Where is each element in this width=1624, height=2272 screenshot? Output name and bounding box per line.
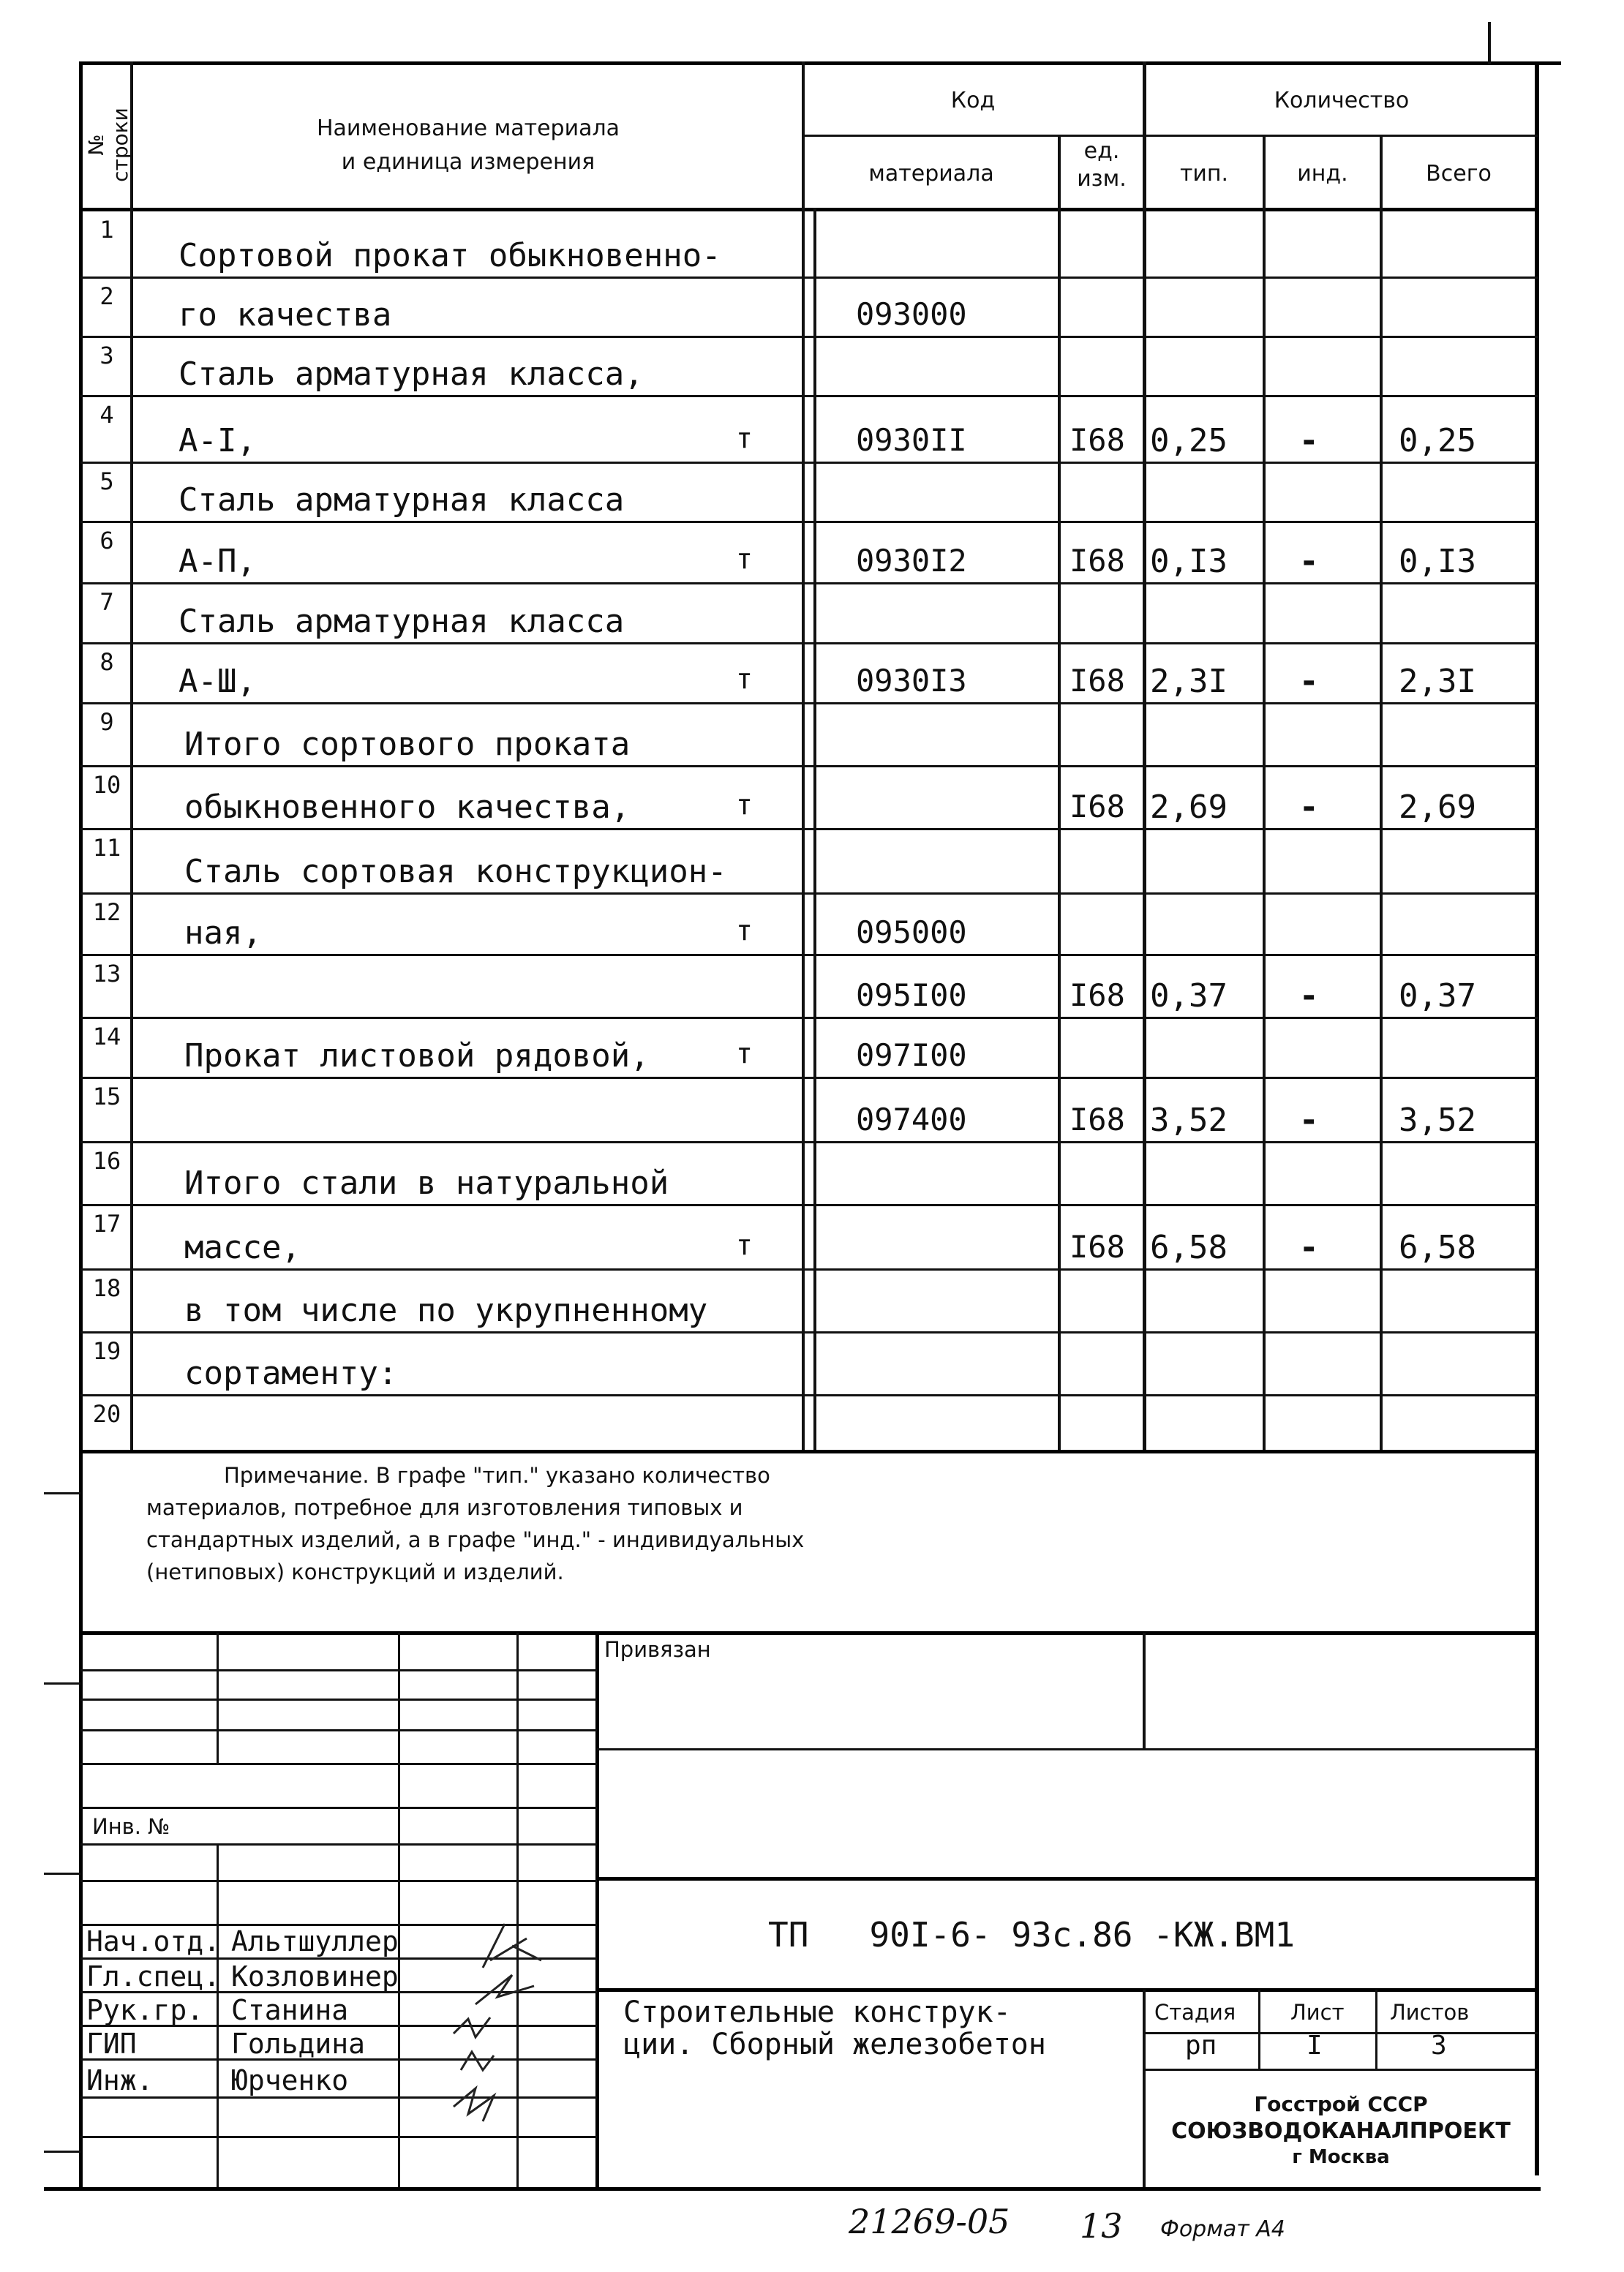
header-qty-total: Всего: [1426, 161, 1492, 187]
unit-code: I68: [1069, 663, 1125, 699]
document-code: ТП 90I-6- 93с.86 -КЖ.ВМ1: [768, 1915, 1296, 1955]
organization-city: г Москва: [1292, 2146, 1390, 2168]
note-line3: стандартных изделий, а в графе "инд." - индивидуальных: [146, 1527, 805, 1552]
row-number: 6: [99, 527, 114, 554]
material-name: сортаменту:: [184, 1355, 398, 1392]
quantity-typical: 3,52: [1150, 1102, 1228, 1139]
material-name: ная,: [184, 914, 262, 952]
material-name: обыкновенного качества,: [184, 789, 631, 826]
row-separator: [80, 1204, 1538, 1206]
staff-role: ГИП: [86, 2028, 137, 2060]
row-separator: [80, 1077, 1538, 1079]
row-separator: [80, 1268, 1538, 1271]
row-number: 10: [92, 771, 121, 799]
sheets-label: Листов: [1390, 2000, 1470, 2025]
note-line2: материалов, потребное для изготовления типовых и: [146, 1495, 743, 1520]
quantity-total: 0,I3: [1399, 543, 1476, 580]
quantity-typical: 0,25: [1150, 422, 1228, 459]
unit-code: I68: [1069, 977, 1125, 1013]
row-number: 1: [99, 216, 114, 244]
row-number: 3: [99, 342, 114, 369]
row-number: 11: [92, 834, 121, 862]
quantity-individual: -: [1299, 1102, 1319, 1139]
staff-name: Юрченко: [231, 2064, 349, 2096]
unit-code: I68: [1069, 422, 1125, 458]
row-number: 13: [92, 960, 121, 988]
unit-code: I68: [1069, 789, 1125, 824]
material-name: А-П,: [178, 543, 256, 580]
quantity-typical: 2,69: [1150, 789, 1228, 826]
row-separator: [80, 642, 1538, 644]
unit-label: т: [736, 1229, 753, 1261]
row-number: 17: [92, 1210, 121, 1238]
row-number: 7: [99, 588, 114, 616]
row-number: 18: [92, 1274, 121, 1302]
row-separator: [80, 828, 1538, 830]
unit-code: I68: [1069, 1102, 1125, 1137]
material-name: А-I,: [178, 422, 256, 459]
row-separator: [80, 1141, 1538, 1143]
material-code: 095I00: [856, 977, 967, 1013]
row-separator: [80, 702, 1538, 704]
unit-label: т: [736, 1037, 753, 1069]
row-number: 4: [99, 401, 114, 429]
material-code: 0930II: [856, 422, 967, 458]
quantity-individual: -: [1299, 663, 1319, 700]
material-code: 095000: [856, 914, 967, 950]
quantity-total: 6,58: [1399, 1229, 1476, 1266]
unit-label: т: [736, 663, 753, 695]
row-number: 8: [99, 648, 114, 676]
quantity-total: 2,3I: [1399, 663, 1476, 700]
row-number: 5: [99, 467, 114, 495]
row-separator: [80, 954, 1538, 956]
row-number: 9: [99, 708, 114, 736]
drawing-title-line1: Строительные конструк-: [623, 1995, 1011, 2029]
unit-label: т: [736, 543, 753, 575]
row-number: 19: [92, 1337, 121, 1365]
material-name: Прокат листовой рядовой,: [184, 1037, 650, 1075]
material-code: 093000: [856, 296, 967, 332]
header-code: Код: [950, 88, 996, 113]
stage-label: Стадия: [1154, 2000, 1236, 2025]
header-name-line2: и единица измерения: [341, 149, 595, 175]
material-name: Итого стали в натуральной: [184, 1165, 669, 1202]
quantity-typical: 6,58: [1150, 1229, 1228, 1266]
row-separator: [80, 1331, 1538, 1334]
material-name: Сталь сортовая конструкцион-: [184, 853, 727, 890]
organization-name: СОЮЗВОДОКАНАЛПРОЕКТ: [1171, 2118, 1511, 2144]
note-line4: (нетиповых) конструкций и изделий.: [146, 1560, 564, 1584]
header-qty-typ: тип.: [1179, 161, 1229, 187]
format-label: Формат А4: [1160, 2216, 1285, 2242]
material-name: Сталь арматурная класса: [178, 481, 625, 519]
row-separator: [80, 277, 1538, 279]
material-code: 097400: [856, 1102, 967, 1137]
unit-code: I68: [1069, 543, 1125, 579]
quantity-individual: -: [1299, 1229, 1319, 1266]
signature-scribbles: [439, 1916, 585, 2180]
staff-role: Нач.отд.: [86, 1925, 221, 1957]
row-number: 12: [92, 898, 121, 926]
staff-role: Инж.: [86, 2064, 154, 2096]
staff-name: Альтшуллер: [231, 1925, 399, 1957]
quantity-total: 2,69: [1399, 789, 1476, 826]
row-separator: [80, 1394, 1538, 1396]
material-code: 0930I2: [856, 543, 967, 579]
quantity-total: 3,52: [1399, 1102, 1476, 1139]
header-code-unit: ед. изм.: [1077, 138, 1127, 192]
stage-value: рп: [1185, 2031, 1217, 2061]
quantity-typical: 0,37: [1150, 977, 1228, 1015]
staff-role: Гл.спец.: [86, 1960, 221, 1993]
row-separator: [80, 892, 1538, 895]
material-name: Итого сортового проката: [184, 726, 631, 763]
header-qty-ind: инд.: [1297, 161, 1348, 187]
sheets-value: 3: [1431, 2031, 1447, 2061]
material-name: Сортовой прокат обыкновенно-: [178, 237, 721, 274]
quantity-total: 0,37: [1399, 977, 1476, 1015]
row-separator: [80, 336, 1538, 338]
sheet-value: I: [1307, 2031, 1323, 2061]
material-code: 0930I3: [856, 663, 967, 699]
material-name: Сталь арматурная класса,: [178, 356, 644, 393]
quantity-typical: 2,3I: [1150, 663, 1228, 700]
sheet-label: Лист: [1290, 2000, 1345, 2025]
row-number: 14: [92, 1023, 121, 1050]
row-number: 16: [92, 1147, 121, 1175]
row-number: 15: [92, 1083, 121, 1110]
drawing-title-line2: ции. Сборный железобетон: [623, 2028, 1046, 2061]
privyazan-label: Привязан: [604, 1637, 711, 1662]
unit-label: т: [736, 914, 753, 947]
staff-name: Козловинер: [231, 1960, 399, 1993]
material-name: в том числе по укрупненному: [184, 1292, 708, 1329]
material-name: А-Ш,: [178, 663, 256, 700]
header-code-material: материала: [868, 161, 994, 187]
material-name: массе,: [184, 1229, 301, 1266]
staff-role: Рук.гр.: [86, 1994, 204, 2026]
unit-code: I68: [1069, 1229, 1125, 1265]
inventory-number-label: Инв. №: [92, 1814, 170, 1839]
material-name: го качества: [178, 296, 392, 334]
quantity-typical: 0,I3: [1150, 543, 1228, 580]
organization-ministry: Госстрой СССР: [1254, 2092, 1428, 2116]
row-separator: [80, 462, 1538, 464]
header-name-line1: Наименование материала: [316, 116, 620, 141]
header-quantity: Количество: [1274, 88, 1410, 113]
unit-label: т: [736, 789, 753, 821]
material-code: 097I00: [856, 1037, 967, 1073]
page-number: 13: [1080, 2206, 1123, 2246]
material-name: Сталь арматурная класса: [178, 603, 625, 640]
unit-label: т: [736, 422, 753, 454]
quantity-individual: -: [1299, 789, 1319, 826]
row-separator: [80, 582, 1538, 584]
note-line1: Примечание. В графе "тип." указано количество: [224, 1463, 770, 1488]
row-separator: [80, 765, 1538, 767]
row-number: 20: [92, 1400, 121, 1428]
row-separator: [80, 521, 1538, 523]
quantity-total: 0,25: [1399, 422, 1476, 459]
header-row-number: № строки: [84, 108, 132, 182]
staff-name: Гольдина: [231, 2028, 366, 2060]
quantity-individual: -: [1299, 977, 1319, 1015]
archive-number: 21269-05: [849, 2202, 1010, 2241]
row-separator: [80, 1017, 1538, 1019]
staff-name: Станина: [231, 1994, 349, 2026]
quantity-individual: -: [1299, 422, 1319, 459]
row-separator: [80, 395, 1538, 397]
row-number: 2: [99, 282, 114, 310]
quantity-individual: -: [1299, 543, 1319, 580]
